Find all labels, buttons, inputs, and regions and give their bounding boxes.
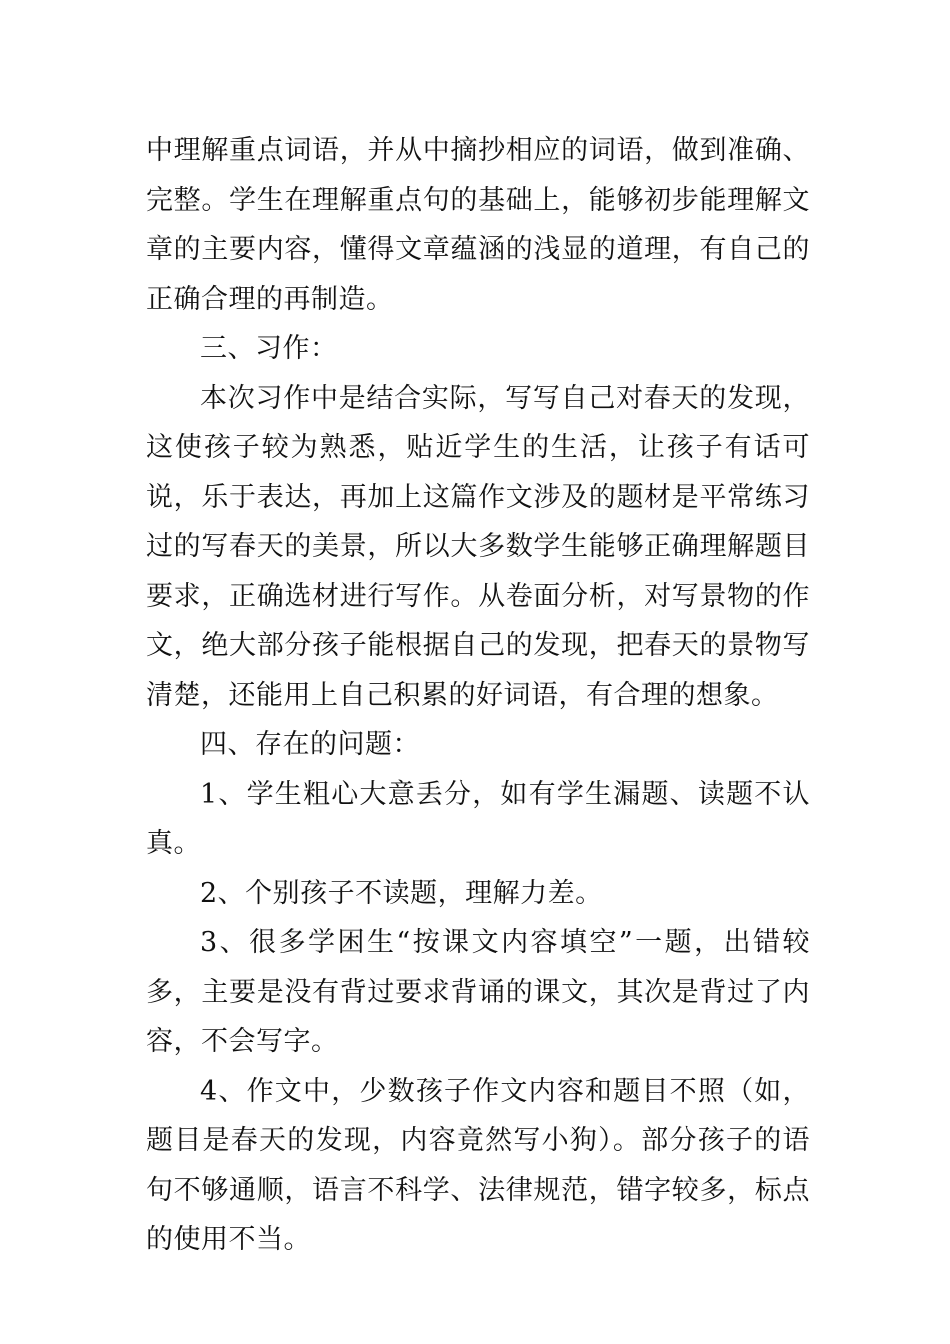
- problem-item-4: 4、作文中，少数孩子作文内容和题目不照（如，题目是春天的发现，内容竟然写小狗）。部分孩子的语句不够通顺，语言不科学、法律规范，错字较多，标点的使用不当。: [146, 1075, 810, 1255]
- problem-item-3: 3、很多学困生“按课文内容填空”一题，出错较多，主要是没有背过要求背诵的课文，其次是背过了内容，不会写字。: [146, 927, 810, 1057]
- section-heading-problems: 四、存在的问题：: [200, 729, 420, 760]
- problem-item-2: 2、个别孩子不读题，理解力差。: [200, 877, 603, 909]
- problem-item-1: 1、学生粗心大意丢分，如有学生漏题、读题不认真。: [146, 778, 810, 859]
- section-heading-writing: 三、习作：: [200, 333, 338, 364]
- paragraph-writing-analysis: 本次习作中是结合实际，写写自己对春天的发现，这使孩子较为熟悉，贴近学生的生活，让孩子有话可说，乐于表达，再加上这篇作文涉及的题材是平常练习过的写春天的美景，所以大多数学生能够正确理解题目要求，正确选材进行写作。从卷面分析，对写景物的作文，绝大部分孩子能根据自己的发现，把春天的景物写清楚，还能用上自己积累的好词语，有合理的想象。: [146, 382, 810, 711]
- document-body: [146, 126, 810, 1265]
- paragraph-continuation: 中理解重点词语，并从中摘抄相应的词语，做到准确、完整。学生在理解重点句的基础上，能够初步能理解文章的主要内容，懂得文章蕴涵的浅显的道理，有自己的正确合理的再制造。: [146, 135, 810, 315]
